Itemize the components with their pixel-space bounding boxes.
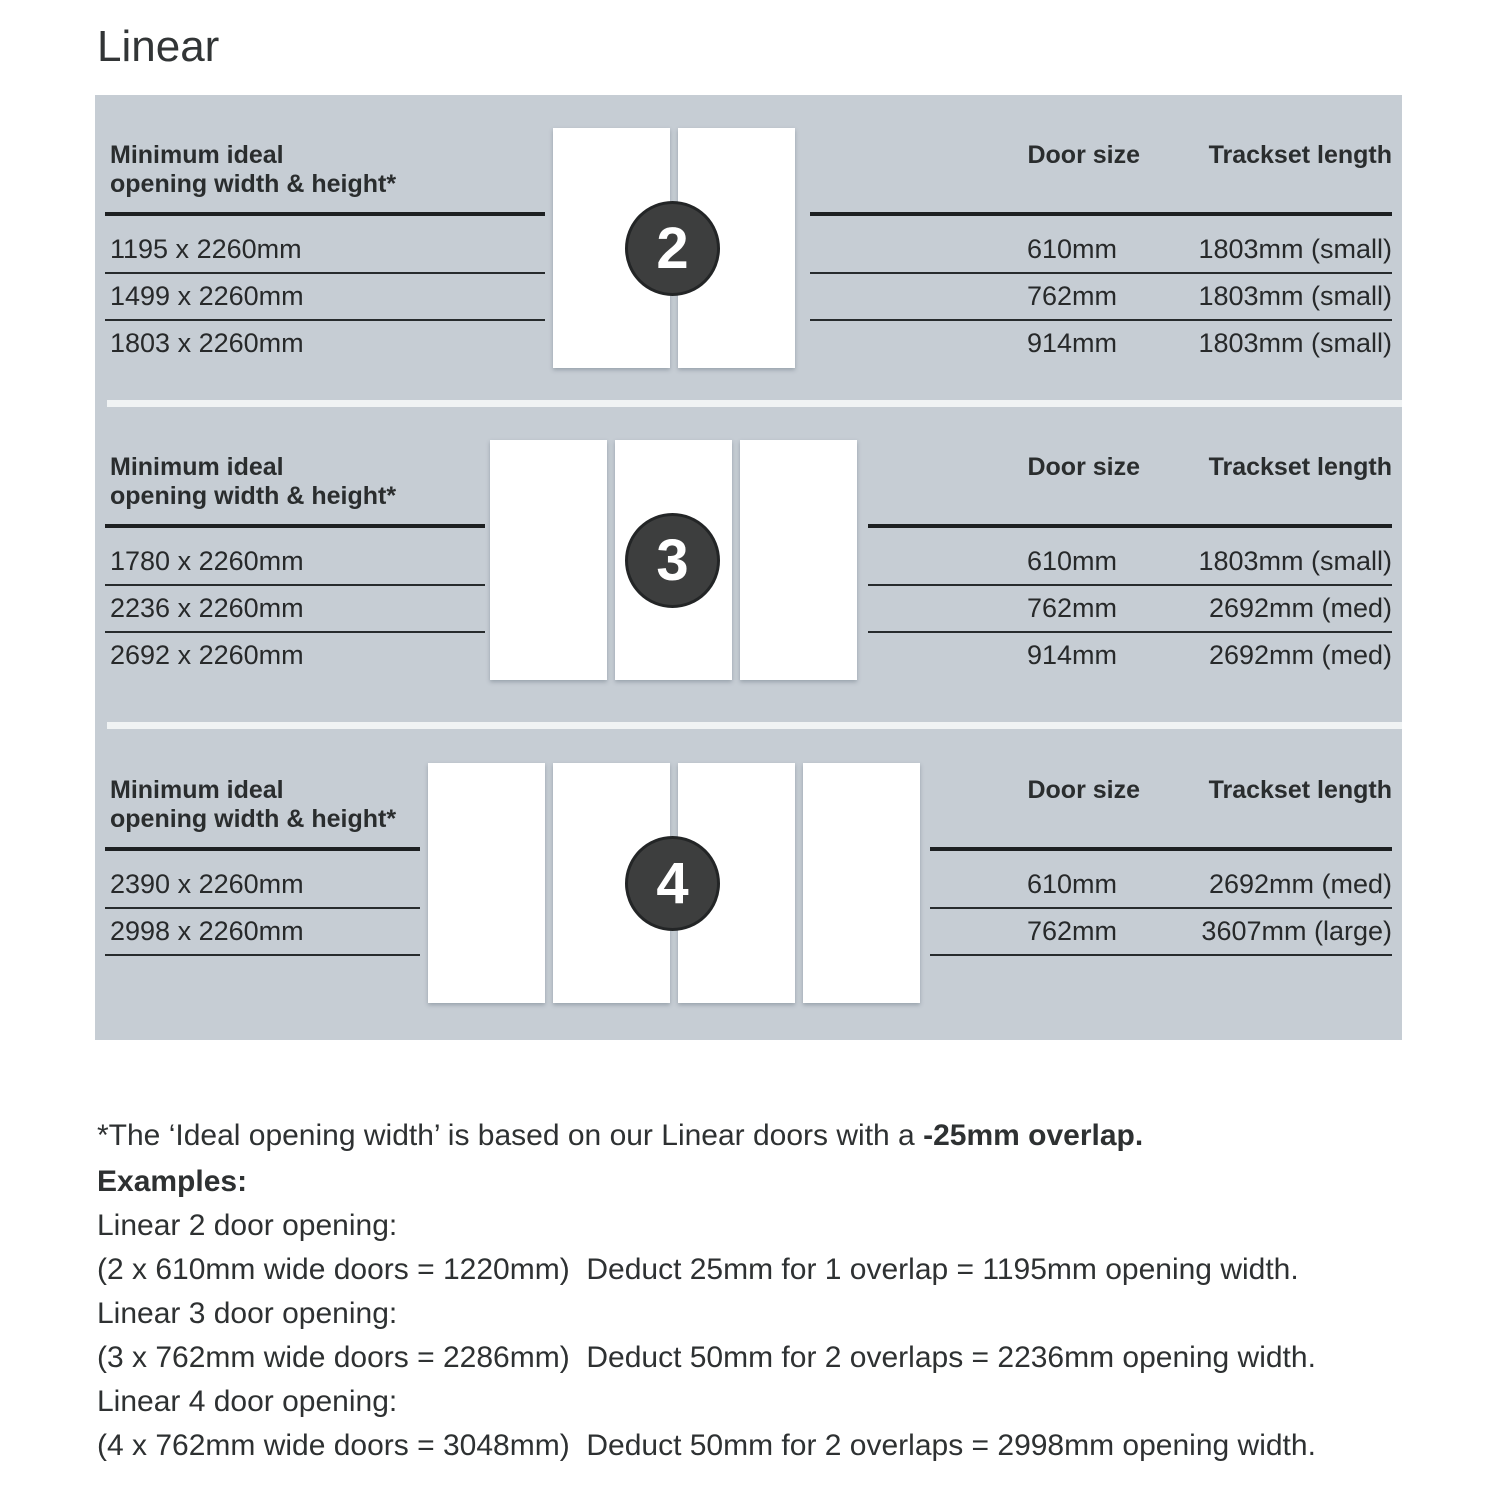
table-row — [810, 273, 1392, 319]
door-size-column-header: Door size — [1027, 776, 1140, 804]
trackset-length-cell: 1803mm (small) — [1198, 233, 1392, 264]
door-count-badge: 4 — [625, 836, 720, 931]
table-row — [868, 585, 1392, 631]
door-size-cell: 762mm — [1026, 280, 1117, 311]
opening-column-header — [110, 776, 396, 834]
trackset-column-header: Trackset length — [1208, 141, 1392, 169]
trackset-length-cell: 1803mm (small) — [1198, 280, 1392, 311]
opening-header-line1: Minimum ideal — [110, 453, 284, 481]
door-size-cell: 914mm — [1026, 639, 1117, 670]
door-size-cell: 610mm — [1026, 868, 1117, 899]
linear-spec-panel — [95, 95, 1402, 1040]
example-label: Linear 2 door opening: — [97, 1209, 398, 1242]
trackset-length-cell: 1803mm (small) — [1198, 545, 1392, 576]
header-rule — [105, 212, 545, 216]
examples-heading: Examples: — [97, 1165, 248, 1198]
footnote-bold: -25mm overlap. — [923, 1119, 1144, 1152]
example-calculation: (2 x 610mm wide doors = 1220mm) Deduct 25mm for 1 overlap = 1195mm opening width. — [97, 1253, 1299, 1286]
opening-size-cell: 2692 x 2260mm — [110, 639, 304, 670]
section-divider — [107, 400, 1402, 407]
example-calculation: (4 x 762mm wide doors = 3048mm) Deduct 50mm for 2 overlaps = 2998mm opening width. — [97, 1429, 1316, 1462]
opening-column-header — [110, 453, 396, 511]
row-separator — [105, 954, 420, 956]
opening-column-header — [110, 141, 396, 199]
opening-size-cell: 1780 x 2260mm — [110, 545, 304, 576]
header-rule — [105, 524, 485, 528]
opening-header-line1: Minimum ideal — [110, 776, 284, 804]
table-row — [810, 320, 1392, 366]
table-row — [868, 632, 1392, 678]
door-count-badge: 2 — [625, 201, 720, 296]
door-size-cell: 914mm — [1026, 327, 1117, 358]
opening-size-cell: 2390 x 2260mm — [110, 868, 304, 899]
examples-block — [97, 1160, 1437, 1468]
section-divider — [107, 722, 1402, 729]
table-row — [930, 908, 1392, 954]
header-rule — [105, 847, 420, 851]
opening-header-line2: opening width & height* — [110, 805, 397, 833]
door-size-column-header: Door size — [1027, 453, 1140, 481]
door-count-badge: 3 — [625, 513, 720, 608]
header-rule — [868, 524, 1392, 528]
trackset-length-cell: 2692mm (med) — [1208, 868, 1392, 899]
example-label: Linear 4 door opening: — [97, 1385, 398, 1418]
opening-header-line2: opening width & height* — [110, 482, 397, 510]
opening-size-cell: 1195 x 2260mm — [110, 233, 302, 264]
table-row — [810, 226, 1392, 272]
footnote — [97, 1118, 1417, 1154]
door-size-cell: 610mm — [1026, 545, 1117, 576]
door-panel — [490, 440, 607, 680]
footnote-text: *The ‘Ideal opening width’ is based on our Linear doors with a — [97, 1119, 924, 1152]
trackset-length-cell: 1803mm (small) — [1198, 327, 1392, 358]
opening-size-cell: 1803 x 2260mm — [110, 327, 304, 358]
door-panel — [740, 440, 857, 680]
opening-size-cell: 1499 x 2260mm — [110, 280, 304, 311]
table-row — [868, 538, 1392, 584]
door-panel — [803, 763, 920, 1003]
page-title: Linear — [97, 22, 220, 71]
header-rule — [810, 212, 1392, 216]
door-size-cell: 762mm — [1026, 592, 1117, 623]
trackset-length-cell: 3607mm (large) — [1201, 915, 1392, 946]
opening-size-cell: 2998 x 2260mm — [110, 915, 304, 946]
door-panel — [428, 763, 545, 1003]
opening-size-cell: 2236 x 2260mm — [110, 592, 304, 623]
door-size-cell: 610mm — [1026, 233, 1117, 264]
door-size-column-header: Door size — [1027, 141, 1140, 169]
trackset-length-cell: 2692mm (med) — [1208, 592, 1392, 623]
opening-header-line2: opening width & height* — [110, 170, 397, 198]
right-table-header — [868, 453, 1392, 482]
trackset-column-header: Trackset length — [1208, 776, 1392, 804]
opening-header-line1: Minimum ideal — [110, 141, 284, 169]
example-label: Linear 3 door opening: — [97, 1297, 398, 1330]
door-size-cell: 762mm — [1026, 915, 1117, 946]
row-separator — [930, 954, 1392, 956]
right-table-header — [930, 776, 1392, 805]
right-table-header — [810, 141, 1392, 170]
header-rule — [930, 847, 1392, 851]
trackset-column-header: Trackset length — [1208, 453, 1392, 481]
example-calculation: (3 x 762mm wide doors = 2286mm) Deduct 50mm for 2 overlaps = 2236mm opening width. — [97, 1341, 1316, 1374]
trackset-length-cell: 2692mm (med) — [1208, 639, 1392, 670]
table-row — [930, 861, 1392, 907]
